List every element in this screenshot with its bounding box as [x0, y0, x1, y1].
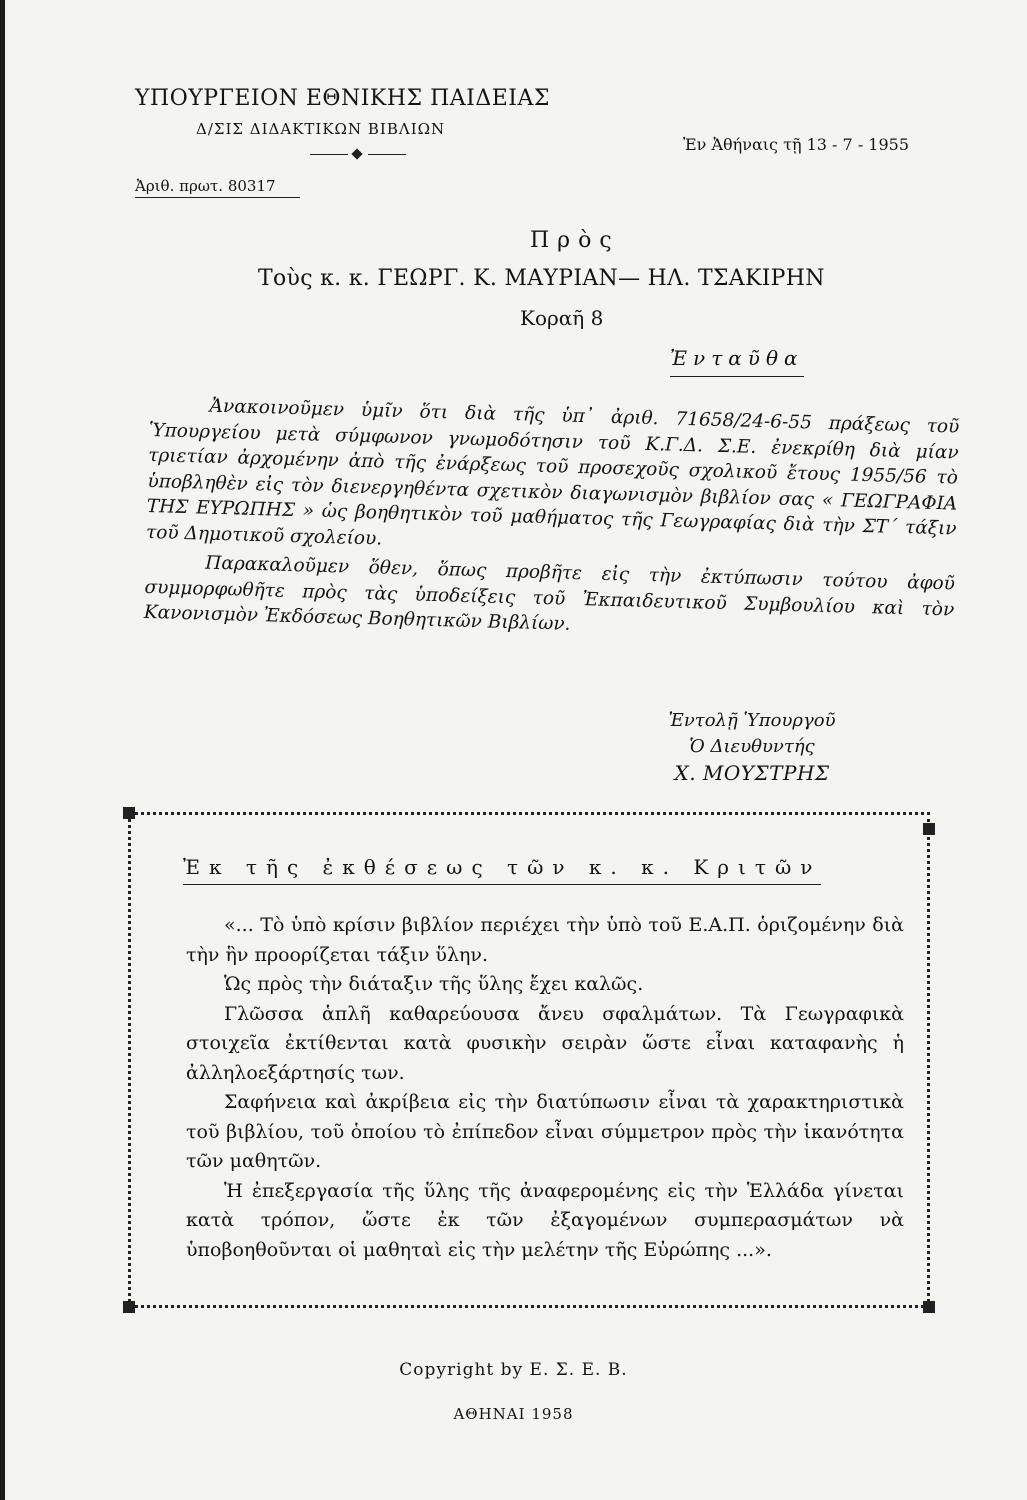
page-edge	[0, 0, 5, 1500]
letter-paragraph-2: Παρακαλοῦμεν ὅθεν, ὅπως προβῆτε εἰς τὴν ἐκτύπωσιν τούτου ἀφοῦ συμμορφωθῆτε πρὸς τὰς ὑποδείξεις τοῦ Ἐκπαιδευτικοῦ Συμβουλίου καὶ τὸν Κανονισμὸν Ἐκδόσεως Βοηθητικῶν Βιβλίων.	[143, 552, 956, 635]
protocol-number: Ἀριθ. πρωτ. 80317	[135, 177, 300, 198]
report-paragraph-4: Σαφήνεια καὶ ἀκρίβεια εἰς τὴν διατύπωσιν εἶναι τὰ χαρακτηριστικὰ τοῦ βιβλίου, τοῦ ὁποίου τὸ ἐπίπεδον εἶναι σύμμετρον πρὸς τὴν ἱκανότητα τῶν μαθητῶν.	[186, 1091, 904, 1172]
address-place: Ἐνταῦθα	[670, 346, 804, 377]
ornament-divider	[310, 148, 406, 162]
signature-title: Ὁ Διευθυντής	[689, 736, 815, 757]
address-recipients: Τοὺς κ. κ. ΓΕΩΡΓ. Κ. ΜΑΥΡΙΑΝ— ΗΛ. ΤΣΑΚΙΡΗΝ	[258, 266, 825, 291]
ministry-title: ΥΠΟΥΡΓΕΙΟΝ ΕΘΝΙΚΗΣ ΠΑΙΔΕΙΑΣ	[135, 86, 550, 111]
report-paragraph-2: Ὡς πρὸς τὴν διάταξιν τῆς ὕλης ἔχει καλῶς.	[224, 973, 644, 995]
corner-ornament	[123, 807, 135, 819]
signature-block	[612, 708, 892, 786]
report-paragraph-5: Ἡ ἐπεξεργασία τῆς ὕλης τῆς ἀναφερομένης εἰς τὴν Ἑλλάδα γίνεται κατὰ τρόπον, ὥστε ἐκ τῶν ἐξαγομένων συμπερασμάτων νὰ ὑποβοηθοῦνται οἱ μαθηταὶ εἰς τὴν μελέτην τῆς Εὐρώπης ...».	[186, 1179, 904, 1261]
report-heading: Ἐκ τῆς ἐκθέσεως τῶν κ. κ. Κριτῶν	[183, 855, 821, 885]
report-paragraph-1: «... Τὸ ὑπὸ κρίσιν βιβλίον περιέχει τὴν ὑπὸ τοῦ Ε.Α.Π. ὁριζομένην διὰ τὴν ἣν προορίζεται τάξιν ὕλην.	[186, 914, 904, 966]
signature-name: Χ. ΜΟΥΣΤΡΗΣ	[674, 761, 830, 785]
letter-body	[143, 392, 959, 648]
address-street: Κοραῆ 8	[520, 306, 604, 330]
report-box	[128, 812, 930, 1308]
copyright-line: Copyright by Ε. Σ. Ε. Β.	[399, 1360, 628, 1380]
letter-date: Ἐν Ἀθήναις τῇ 13 - 7 - 1955	[683, 135, 910, 154]
division-title: Δ/ΣΙΣ ΔΙΔΑΚΤΙΚΩΝ ΒΙΒΛΙΩΝ	[196, 120, 446, 138]
report-paragraph-3: Γλῶσσα ἁπλῆ καθαρεύουσα ἄνευ σφαλμάτων. Τὰ Γεωγραφικὰ στοιχεῖα ἐκτίθενται κατὰ φυσικὴν σειρὰν ὥστε εἶναι καταφανὴς ἡ ἀλληλοεξάρτησίς των.	[186, 1002, 904, 1084]
diamond-icon	[351, 148, 362, 159]
letter-paragraph-1: Ἀνακοινοῦμεν ὑμῖν ὅτι διὰ τῆς ὑπ᾽ ἀριθ. 71658/24-6-55 πράξεως τοῦ Ὑπουργείου μετὰ σύμφωνον γνωμοδότησιν τοῦ Κ.Γ.Δ. Σ.Ε. ἐνεκρίθη διὰ μίαν τριετίαν ἀρχομένην ἀπὸ τῆς ἐνάρξεως τοῦ προσεχοῦς σχολικοῦ ἔτους 1955/56 τὸ ὑποβληθὲν εἰς τὸν διενεργηθέντα σχετικὸν διαγωνισμὸν βιβλίον σας « ΓΕΩΓΡΑΦΙΑ ΤΗΣ ΕΥΡΩΠΗΣ » ὡς βοηθητικὸν τοῦ μαθήματος τῆς Γεωγραφίας διὰ τὴν ΣΤ´ τάξιν τοῦ Δημοτικοῦ σχολείου.	[145, 395, 960, 550]
report-body	[186, 911, 904, 1265]
city-year: ΑΘΗΝΑΙ 1958	[453, 1405, 574, 1423]
signature-order: Ἐντολῇ Ὑπουργοῦ	[668, 710, 836, 731]
corner-ornament	[923, 1301, 935, 1313]
address-pros: Πρὸς	[530, 228, 620, 253]
corner-ornament	[923, 823, 935, 835]
corner-ornament	[123, 1301, 135, 1313]
